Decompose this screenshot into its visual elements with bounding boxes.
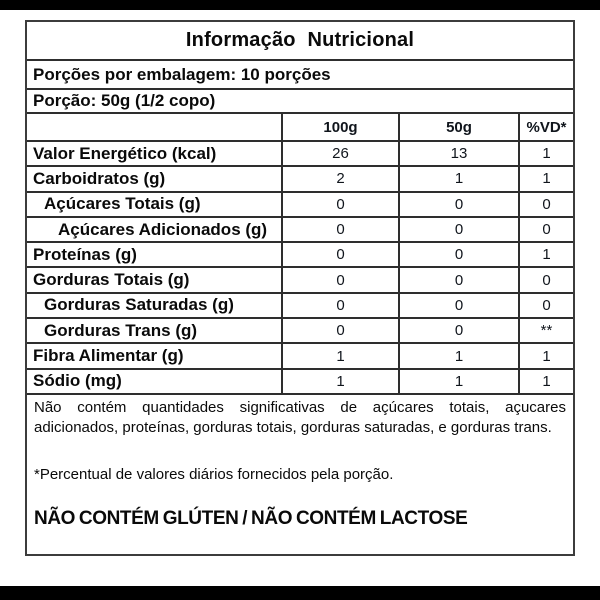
value-50g: 0 bbox=[398, 243, 518, 266]
header-vd: %VD* bbox=[518, 114, 573, 140]
value-vd: 1 bbox=[518, 142, 573, 165]
nutrient-name: Carboidratos (g) bbox=[33, 168, 166, 188]
header-100g: 100g bbox=[281, 114, 398, 140]
value-100g: 1 bbox=[281, 370, 398, 393]
nutrition-facts-table bbox=[25, 20, 575, 556]
value-100g: 0 bbox=[281, 218, 398, 241]
value-50g: 1 bbox=[398, 370, 518, 393]
nutrient-name: Gorduras Trans (g) bbox=[44, 320, 198, 340]
value-vd: 0 bbox=[518, 294, 573, 317]
table-row-gorduras-totais bbox=[27, 268, 573, 293]
value-100g: 0 bbox=[281, 193, 398, 216]
nutrient-name: Valor Energético (kcal) bbox=[33, 143, 217, 163]
value-50g: 13 bbox=[398, 142, 518, 165]
nutrient-name: Gorduras Saturadas (g) bbox=[44, 295, 234, 315]
value-vd: ** bbox=[518, 319, 573, 342]
nutrient-name: Sódio (mg) bbox=[33, 371, 122, 391]
value-50g: 0 bbox=[398, 319, 518, 342]
table-row-fibra bbox=[27, 344, 573, 369]
table-row-acucares-adicionados bbox=[27, 218, 573, 243]
table-row-gorduras-trans bbox=[27, 319, 573, 344]
table-row-proteinas bbox=[27, 243, 573, 268]
value-vd: 1 bbox=[518, 344, 573, 367]
table-row-gorduras-saturadas bbox=[27, 294, 573, 319]
value-50g: 0 bbox=[398, 294, 518, 317]
value-vd: 0 bbox=[518, 268, 573, 291]
bottom-black-bar bbox=[0, 586, 600, 600]
value-100g: 26 bbox=[281, 142, 398, 165]
value-vd: 0 bbox=[518, 218, 573, 241]
label-title: Informação Nutricional bbox=[27, 22, 573, 61]
daily-values-note: *Percentual de valores diários fornecidos pela porção. bbox=[34, 465, 394, 483]
value-100g: 1 bbox=[281, 344, 398, 367]
footnotes-section bbox=[27, 395, 573, 554]
nutrient-name: Proteínas (g) bbox=[33, 244, 137, 264]
value-50g: 1 bbox=[398, 344, 518, 367]
nutrient-name: Fibra Alimentar (g) bbox=[33, 346, 184, 366]
value-vd: 1 bbox=[518, 167, 573, 190]
value-50g: 0 bbox=[398, 193, 518, 216]
table-row-carboidratos bbox=[27, 167, 573, 192]
value-50g: 1 bbox=[398, 167, 518, 190]
value-50g: 0 bbox=[398, 218, 518, 241]
value-100g: 0 bbox=[281, 243, 398, 266]
value-100g: 2 bbox=[281, 167, 398, 190]
servings-per-package-line: Porções por embalagem: 10 porções bbox=[27, 61, 573, 90]
nutrient-name: Açúcares Adicionados (g) bbox=[58, 219, 268, 239]
table-row-sodio bbox=[27, 370, 573, 395]
header-50g: 50g bbox=[398, 114, 518, 140]
nutrient-name: Gorduras Totais (g) bbox=[33, 270, 190, 290]
value-vd: 1 bbox=[518, 243, 573, 266]
column-header-row bbox=[27, 114, 573, 142]
insignificant-amounts-note: Não contém quantidades significativas de açúcares totais, açucares adicionados, proteínas, gorduras totais, gorduras saturadas, e gorduras trans. bbox=[34, 398, 566, 436]
header-empty-cell bbox=[27, 114, 281, 140]
allergen-statement: NÃO CONTÉM GLÚTEN / NÃO CONTÉM LACTOSE bbox=[34, 507, 468, 529]
nutrient-name: Açúcares Totais (g) bbox=[44, 194, 201, 214]
top-black-bar bbox=[0, 0, 600, 10]
value-100g: 0 bbox=[281, 294, 398, 317]
value-100g: 0 bbox=[281, 319, 398, 342]
table-row-acucares-totais bbox=[27, 193, 573, 218]
value-vd: 0 bbox=[518, 193, 573, 216]
value-vd: 1 bbox=[518, 370, 573, 393]
value-100g: 0 bbox=[281, 268, 398, 291]
table-row-energia bbox=[27, 142, 573, 167]
value-50g: 0 bbox=[398, 268, 518, 291]
serving-size-line: Porção: 50g (1/2 copo) bbox=[27, 90, 573, 114]
